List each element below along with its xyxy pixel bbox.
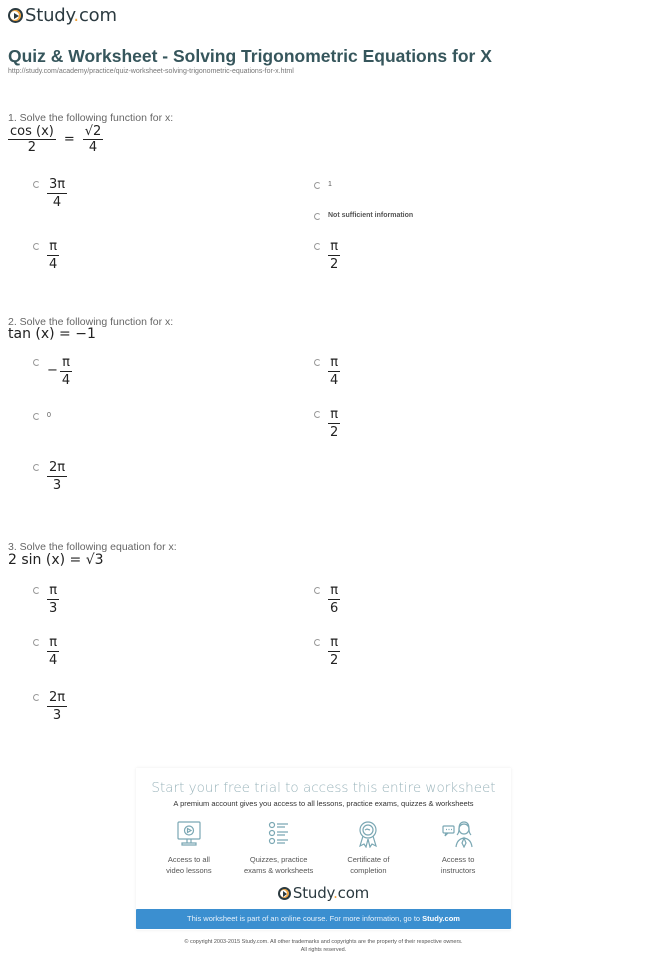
feature-quizzes: Quizzes, practice exams & worksheets <box>236 820 321 876</box>
q3-option-c[interactable]: $\frac{\pi}{4}$ <box>33 635 59 670</box>
question-1 <box>8 112 638 155</box>
q1-option-c[interactable]: Not sufficient information <box>314 209 413 220</box>
radio-button[interactable] <box>314 243 321 250</box>
radio-button[interactable] <box>314 213 321 220</box>
q3-option-a[interactable]: $\frac{\pi}{3}$ <box>33 583 59 618</box>
promo-headline: Start your free trial to access this entire worksheet <box>151 780 496 796</box>
q1-option-b[interactable]: 1 <box>314 178 332 189</box>
question-equation: 2 sin (x) = √3 <box>8 552 104 568</box>
radio-button[interactable] <box>314 411 321 418</box>
checklist-icon <box>264 820 294 848</box>
q2-option-e[interactable]: $\frac{2\pi}{3}$ <box>33 460 67 495</box>
q1-option-e[interactable]: $\frac{\pi}{2}$ <box>314 239 340 274</box>
q3-option-d[interactable]: $\frac{\pi}{2}$ <box>314 635 340 670</box>
feature-certificate: Certificate of completion <box>326 820 411 876</box>
q1-option-d[interactable]: $\frac{\pi}{4}$ <box>33 239 59 274</box>
q3-option-b[interactable]: $\frac{\pi}{6}$ <box>314 583 340 618</box>
radio-button[interactable] <box>33 694 40 701</box>
page-title: Quiz & Worksheet - Solving Trigonometric Equations for X <box>8 46 492 66</box>
feature-video-lessons: Access to all video lessons <box>146 820 231 876</box>
radio-button[interactable] <box>33 587 40 594</box>
study-logo <box>8 5 117 26</box>
certificate-ribbon-icon <box>353 820 383 848</box>
equation-rhs: $\frac{√2}{4}$ <box>84 124 102 155</box>
promo-subline: A premium account gives you access to all lessons, practice exams, quizzes & worksheets <box>173 799 474 808</box>
question-prompt: 2. Solve the following function for x: <box>8 316 174 328</box>
copyright-notice: © copyright 2003-2015 Study.com. All other trademarks and copyrights are the property of their respective owners. All rights reserved. <box>184 939 463 953</box>
question-equation: tan (x) = −1 <box>8 326 96 342</box>
radio-button[interactable] <box>33 639 40 646</box>
instructor-icon <box>441 820 475 848</box>
q3-option-e[interactable]: $\frac{2\pi}{3}$ <box>33 690 67 725</box>
radio-button[interactable] <box>33 464 40 471</box>
study-link[interactable]: Study.com <box>422 914 460 923</box>
question-2 <box>8 316 638 342</box>
q2-option-d[interactable]: $\frac{\pi}{2}$ <box>314 407 340 442</box>
play-logo-icon <box>278 887 291 900</box>
q2-option-b[interactable]: $\frac{\pi}{4}$ <box>314 355 340 390</box>
logo-text: Study.com <box>25 5 117 26</box>
promo-study-logo: Study.com <box>136 884 511 902</box>
play-logo-icon <box>8 8 23 23</box>
page-url: http://study.com/academy/practice/quiz-worksheet-solving-trigonometric-equations-for-x.html <box>8 68 294 75</box>
question-prompt: 1. Solve the following function for x: <box>8 112 174 124</box>
radio-button[interactable] <box>314 359 321 366</box>
question-3 <box>8 541 638 568</box>
radio-button[interactable] <box>314 587 321 594</box>
q2-option-c[interactable]: 0 <box>33 409 51 420</box>
radio-button[interactable] <box>314 639 321 646</box>
radio-button[interactable] <box>33 181 40 188</box>
feature-list <box>136 820 511 876</box>
feature-instructors: Access to instructors <box>416 820 501 876</box>
q1-option-a[interactable]: $\frac{3\pi}{4}$ <box>33 177 67 212</box>
radio-button[interactable] <box>33 243 40 250</box>
radio-button[interactable] <box>33 359 40 366</box>
radio-button[interactable] <box>33 413 40 420</box>
equation-lhs: $\frac{\cos (x)}{2}$ <box>10 124 54 155</box>
video-monitor-icon <box>174 820 204 848</box>
course-info-banner[interactable]: This worksheet is part of an online course. For more information, go to Study.com <box>136 909 511 929</box>
question-prompt: 3. Solve the following equation for x: <box>8 541 177 553</box>
question-equation: $\frac{\cos (x)}{2}$ = $\frac{√2}{4}$ <box>10 124 102 155</box>
radio-button[interactable] <box>314 182 321 189</box>
q2-option-a[interactable]: − $\frac{\pi}{4}$ <box>33 355 72 390</box>
free-trial-promo <box>136 768 511 930</box>
